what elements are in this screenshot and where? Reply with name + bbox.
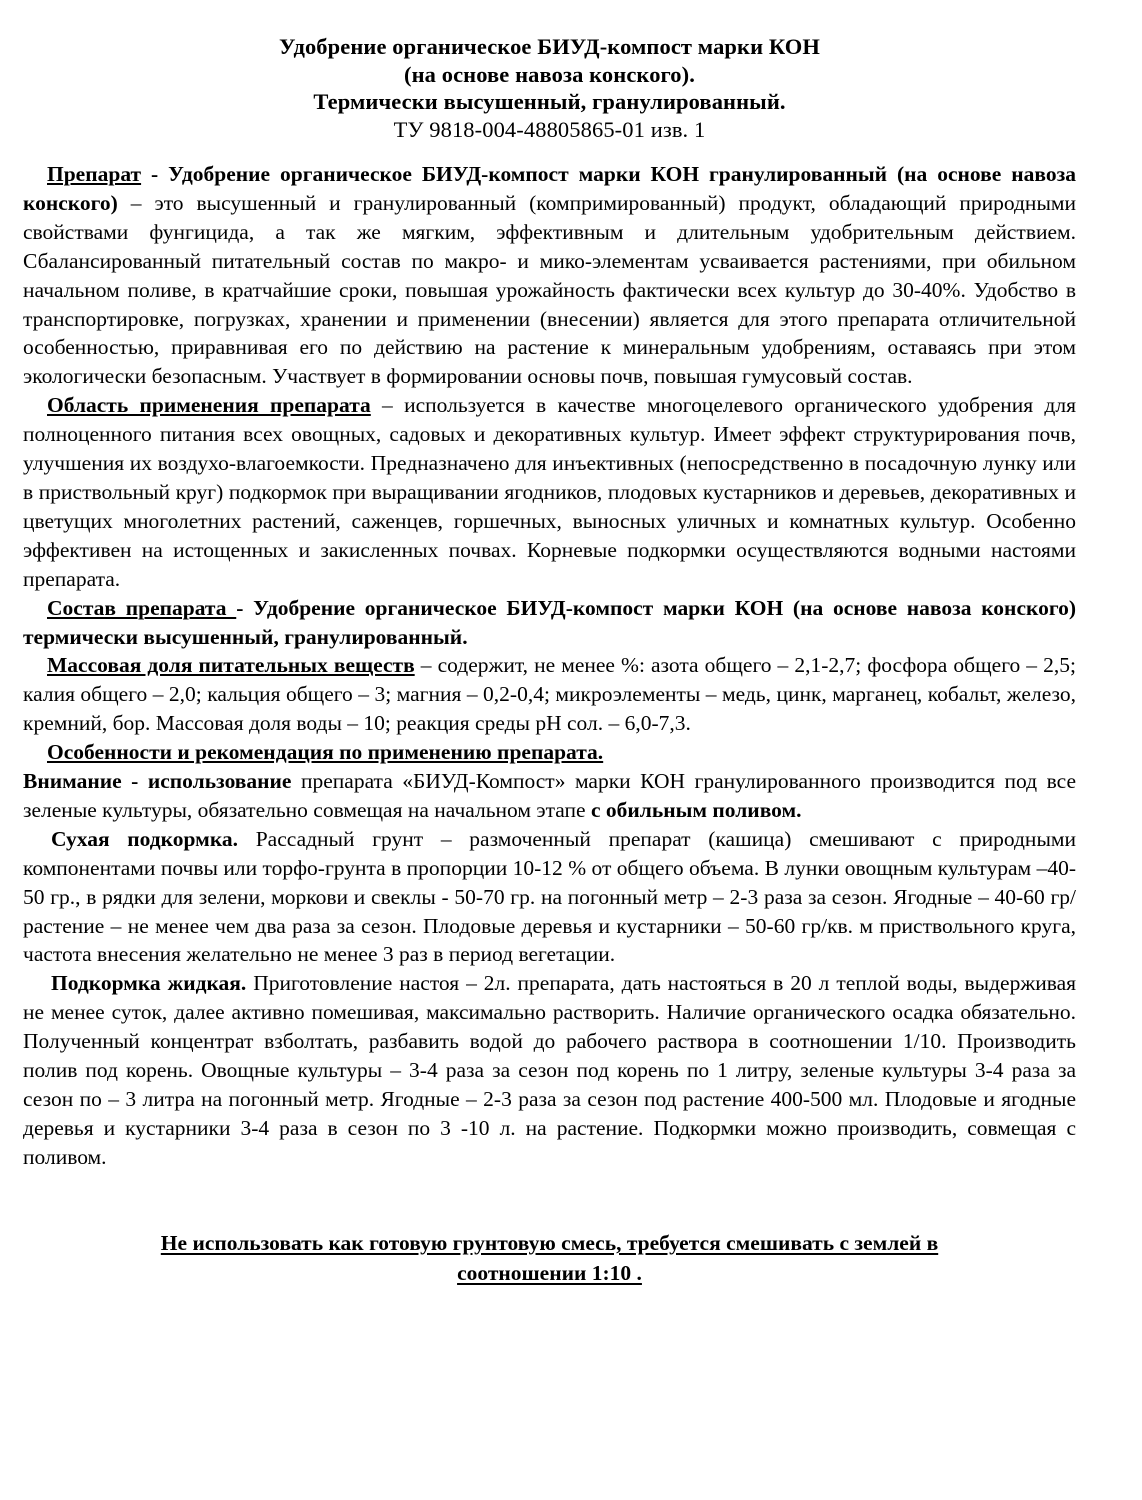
heading-suhaya-podkormka: Сухая подкормка. [51,826,239,851]
heading-sostav: Состав препарата [47,595,237,620]
footer-note-line-1: Не использовать как готовую грунтовую смесь, требуется смешивать с землей в [160,1230,939,1255]
document-title-block [23,0,1076,143]
footer-warning-note [23,1228,1076,1288]
paragraph-podkormka-zhidkaya [23,969,1076,1171]
paragraph-preparat [23,160,1076,391]
podkormka-zhidkaya-text: Приготовление настоя – 2л. препарата, дать настояться в 20 л теплой воды, выдерживая не менее суток, далее активно помешивая, максимально растворить. Наличие органического осадка обязательно. Полученный концентрат взболтать, разбавить водой до рабочего раствора в соотношении 1/10. Производить полив под корень. Овощные культуры – 3-4 раза за сезон под корень по 1 литру, зеленые культуры 3-4 раза за сезон по – 3 литра на погонный метр. Ягодные – 2-3 раза за сезон под растение 400-500 мл. Плодовые и ягодные деревья и кустарники 3-4 раза в сезон по 3 -10 л. на растение. Подкормки можно производить, совмещая с поливом. [23,971,1076,1169]
suhaya-podkormka-text: Рассадный грунт – размоченный препарат (кашица) смешивают с природными компонентами почвы или торфо-грунта в пропорции 10-12 % от общего объема. В лунки овощным культурам –40-50 гр., в рядки для зелени, моркови и свеклы - 50-70 гр. на погонный метр – 2-3 раза за сезон. Ягодные – 40-60 гр/растение – не менее чем два раза за сезон. Плодовые деревья и кустарники – 50-60 гр/кв. м приствольного круга, частота внесения желательно не менее 3 раз в период вегетации. [23,826,1076,967]
oblast-primeneniya-text: – используется в качестве многоцелевого органического удобрения для полноценного питания всех овощных, садовых и декоративных культур. Имеет эффект структурирования почв, улучшения их воздухо-влагоемкости. Предназначено для инъективных (непосредственно в посадочную лунку или в приствольный круг) подкормок при выращивании ягодников, плодовых кустарников и деревьев, декоративных и цветущих многолетних растений, саженцев, горшечных, выносных уличных и комнатных культур. Особенно эффективен на истощенных и закисленных почвах. Корневые подкормки осуществляются водными настоями препарата. [23,393,1076,591]
heading-preparat: Препарат [47,162,142,186]
heading-oblast-primeneniya: Область применения препарата [47,393,371,418]
paragraph-oblast-primeneniya [23,391,1076,593]
massovaya-dolya-text: – содержит, не менее %: азота общего – 2,1-2,7; фосфора общего – 2,5; калия общего – 2,0; кальция общего – 3; магния – 0,2-0,4; микроэлементы – медь, цинк, марганец, кобальт, железо, кремний, бор. Массовая доля воды – 10; реакция среды pH сол. – 6,0-7,3. [23,653,1076,736]
paragraph-vnimanie [23,767,1076,825]
vnimanie-lead-bold: Внимание - использование [23,769,292,794]
vnimanie-bold-tail: с обильным поливом. [590,797,802,822]
document-sheet [23,0,1076,1288]
footer-note-row-1 [23,1228,1076,1258]
title-line-3: Термически высушенный, гранулированный. [313,89,786,114]
sostav-text: - Удобрение органическое БИУД-компост марки КОН (на основе навоза конского) термически высушенный, гранулированный. [23,595,1076,649]
footer-note-line-2: соотношении 1:10 . [457,1260,642,1285]
paragraph-massovaya-dolya [23,651,1076,738]
heading-osobennosti: Особенности и рекомендация по применению препарата. [47,740,604,765]
paragraph-osobennosti [23,738,1076,767]
heading-podkormka-zhidkaya: Подкормка жидкая. [51,971,247,996]
title-line-2: (на основе навоза конского). [404,61,695,87]
preparat-text: – это высушенный и гранулированный (компримированный) продукт, обладающий природными свойствами фунгицида, а так же мягким, эффективным и длительным удобрительным действием. Сбалансированный питательный состав по макро- и мико-элементам усваивается растениями, при обильном начальном поливе, в кратчайшие сроки, повышая урожайность фактически всех культур до 30-40%. Удобство в транспортировке, погрузках, хранении и применении (внесении) является для этого препарата отличительной особенностью, приравнивая его по действию на растение к минеральным удобрениям, оставаясь при этом экологически безопасным. Участвует в формировании основы почв, повышая гумусовый состав. [23,190,1076,389]
paragraph-suhaya-podkormka [23,825,1076,970]
vnimanie-text: препарата «БИУД-Компост» марки КОН гранулированного производится под все зеленые культуры, обязательно совмещая на начальном этапе [23,769,1076,822]
heading-massovaya-dolya: Массовая доля питательных веществ [47,653,415,678]
footer-note-row-2 [23,1258,1076,1288]
paragraph-sostav [23,594,1076,652]
document-body [23,160,1076,1172]
title-line-1: Удобрение органическое БИУД-компост марки КОН [279,34,820,59]
title-line-specification: ТУ 9818-004-48805865-01 изв. 1 [393,116,706,142]
preparat-lead-bold: - Удобрение органическое БИУД-компост марки КОН гранулированный (на основе навоза конского) [23,162,1076,215]
